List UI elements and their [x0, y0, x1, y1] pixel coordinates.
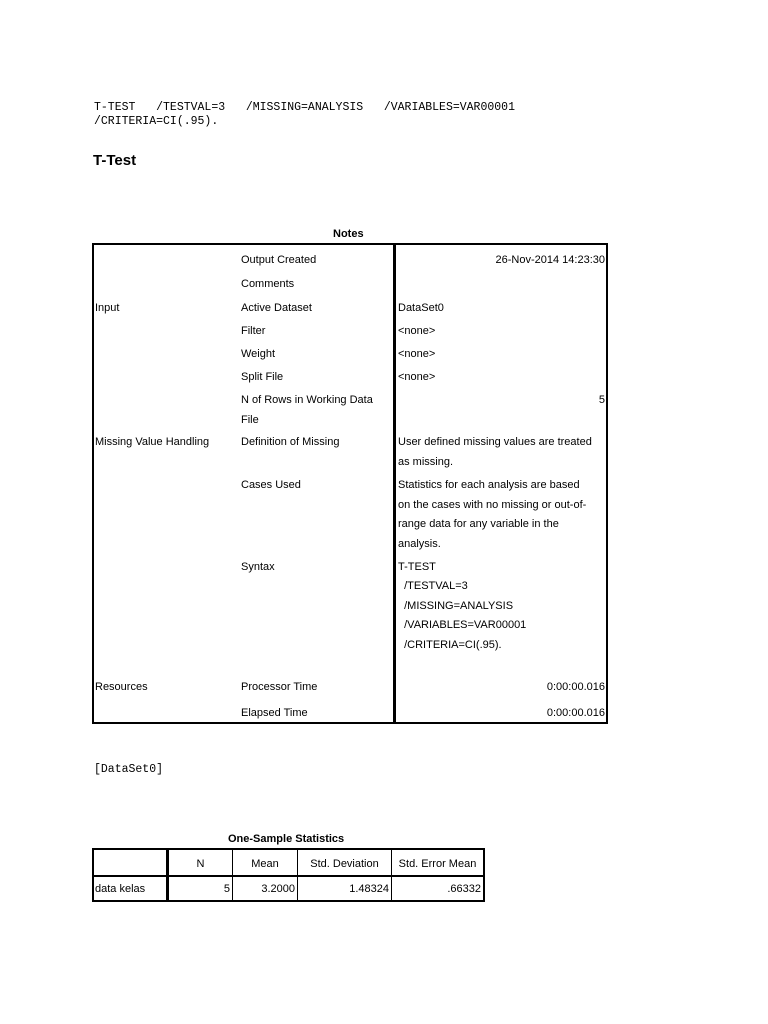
notes-syntax-value-line-2: /TESTVAL=3	[398, 580, 468, 592]
notes-resources-label: Resources	[95, 681, 148, 693]
notes-output-created-value: 26-Nov-2014 14:23:30	[495, 254, 605, 266]
syntax-command-line-1: T-TEST /TESTVAL=3 /MISSING=ANALYSIS /VARIABLES=VAR00001	[94, 101, 515, 114]
syntax-command-line-2: /CRITERIA=CI(.95).	[94, 115, 219, 128]
notes-table-title: Notes	[333, 228, 364, 240]
notes-cases-used-value-line-1: Statistics for each analysis are based	[398, 479, 580, 491]
page-title: T-Test	[93, 152, 137, 169]
notes-split-file-label: Split File	[241, 371, 284, 383]
notes-weight-value: <none>	[398, 348, 436, 360]
notes-syntax-value-line-1: T-TEST	[398, 561, 436, 573]
one-sample-row-label: data kelas	[95, 883, 146, 895]
one-sample-header-std-error-mean: Std. Error Mean	[398, 858, 477, 870]
notes-syntax-value-line-4: /VARIABLES=VAR00001	[398, 619, 527, 631]
one-sample-left-border	[92, 848, 94, 902]
one-sample-right-border	[483, 848, 485, 902]
one-sample-row-std-error-mean: .66332	[447, 883, 481, 895]
notes-syntax-label: Syntax	[241, 561, 275, 573]
notes-definition-value-line-1: User defined missing values are treated	[398, 436, 592, 448]
notes-active-dataset-value: DataSet0	[398, 302, 444, 314]
notes-definition-of-missing-label: Definition of Missing	[241, 436, 340, 448]
notes-comments-label: Comments	[241, 278, 295, 290]
notes-output-created-label: Output Created	[241, 254, 317, 266]
notes-elapsed-time-label: Elapsed Time	[241, 707, 308, 719]
notes-top-border	[92, 243, 608, 245]
one-sample-header-mean: Mean	[251, 858, 279, 870]
notes-cases-used-value-line-4: analysis.	[398, 538, 441, 550]
one-sample-header-std-deviation: Std. Deviation	[310, 858, 379, 870]
dataset-label: [DataSet0]	[94, 763, 164, 776]
one-sample-header-divider	[92, 875, 485, 877]
notes-left-border	[92, 243, 94, 724]
notes-cases-used-value-line-2: on the cases with no missing or out-of-	[398, 499, 587, 511]
one-sample-row-n: 5	[223, 883, 230, 895]
notes-right-border	[606, 243, 608, 724]
notes-syntax-value-line-5: /CRITERIA=CI(.95).	[398, 639, 502, 651]
notes-input-label: Input	[95, 302, 120, 314]
notes-weight-label: Weight	[241, 348, 276, 360]
notes-n-rows-value: 5	[598, 394, 605, 406]
notes-cases-used-value-line-3: range data for any variable in the	[398, 518, 559, 530]
notes-filter-value: <none>	[398, 325, 436, 337]
notes-processor-time-value: 0:00:00.016	[546, 681, 605, 693]
notes-n-rows-label-line-1: N of Rows in Working Data	[241, 394, 373, 406]
notes-filter-label: Filter	[241, 325, 266, 337]
notes-elapsed-time-value: 0:00:00.016	[546, 707, 605, 719]
one-sample-top-border	[92, 848, 485, 850]
notes-active-dataset-label: Active Dataset	[241, 302, 312, 314]
one-sample-row-std-deviation: 1.48324	[349, 883, 389, 895]
notes-processor-time-label: Processor Time	[241, 681, 318, 693]
one-sample-row-mean: 3.2000	[261, 883, 295, 895]
one-sample-bottom-border	[92, 900, 485, 902]
notes-syntax-value-line-3: /MISSING=ANALYSIS	[398, 600, 514, 612]
one-sample-header-n: N	[196, 858, 205, 870]
notes-n-rows-label-line-2: File	[241, 414, 259, 426]
notes-column-divider	[393, 243, 396, 724]
notes-missing-value-handling-label: Missing Value Handling	[95, 436, 210, 448]
notes-definition-value-line-2: as missing.	[398, 456, 454, 468]
notes-split-file-value: <none>	[398, 371, 436, 383]
notes-cases-used-label: Cases Used	[241, 479, 301, 491]
one-sample-statistics-title: One-Sample Statistics	[228, 833, 345, 845]
